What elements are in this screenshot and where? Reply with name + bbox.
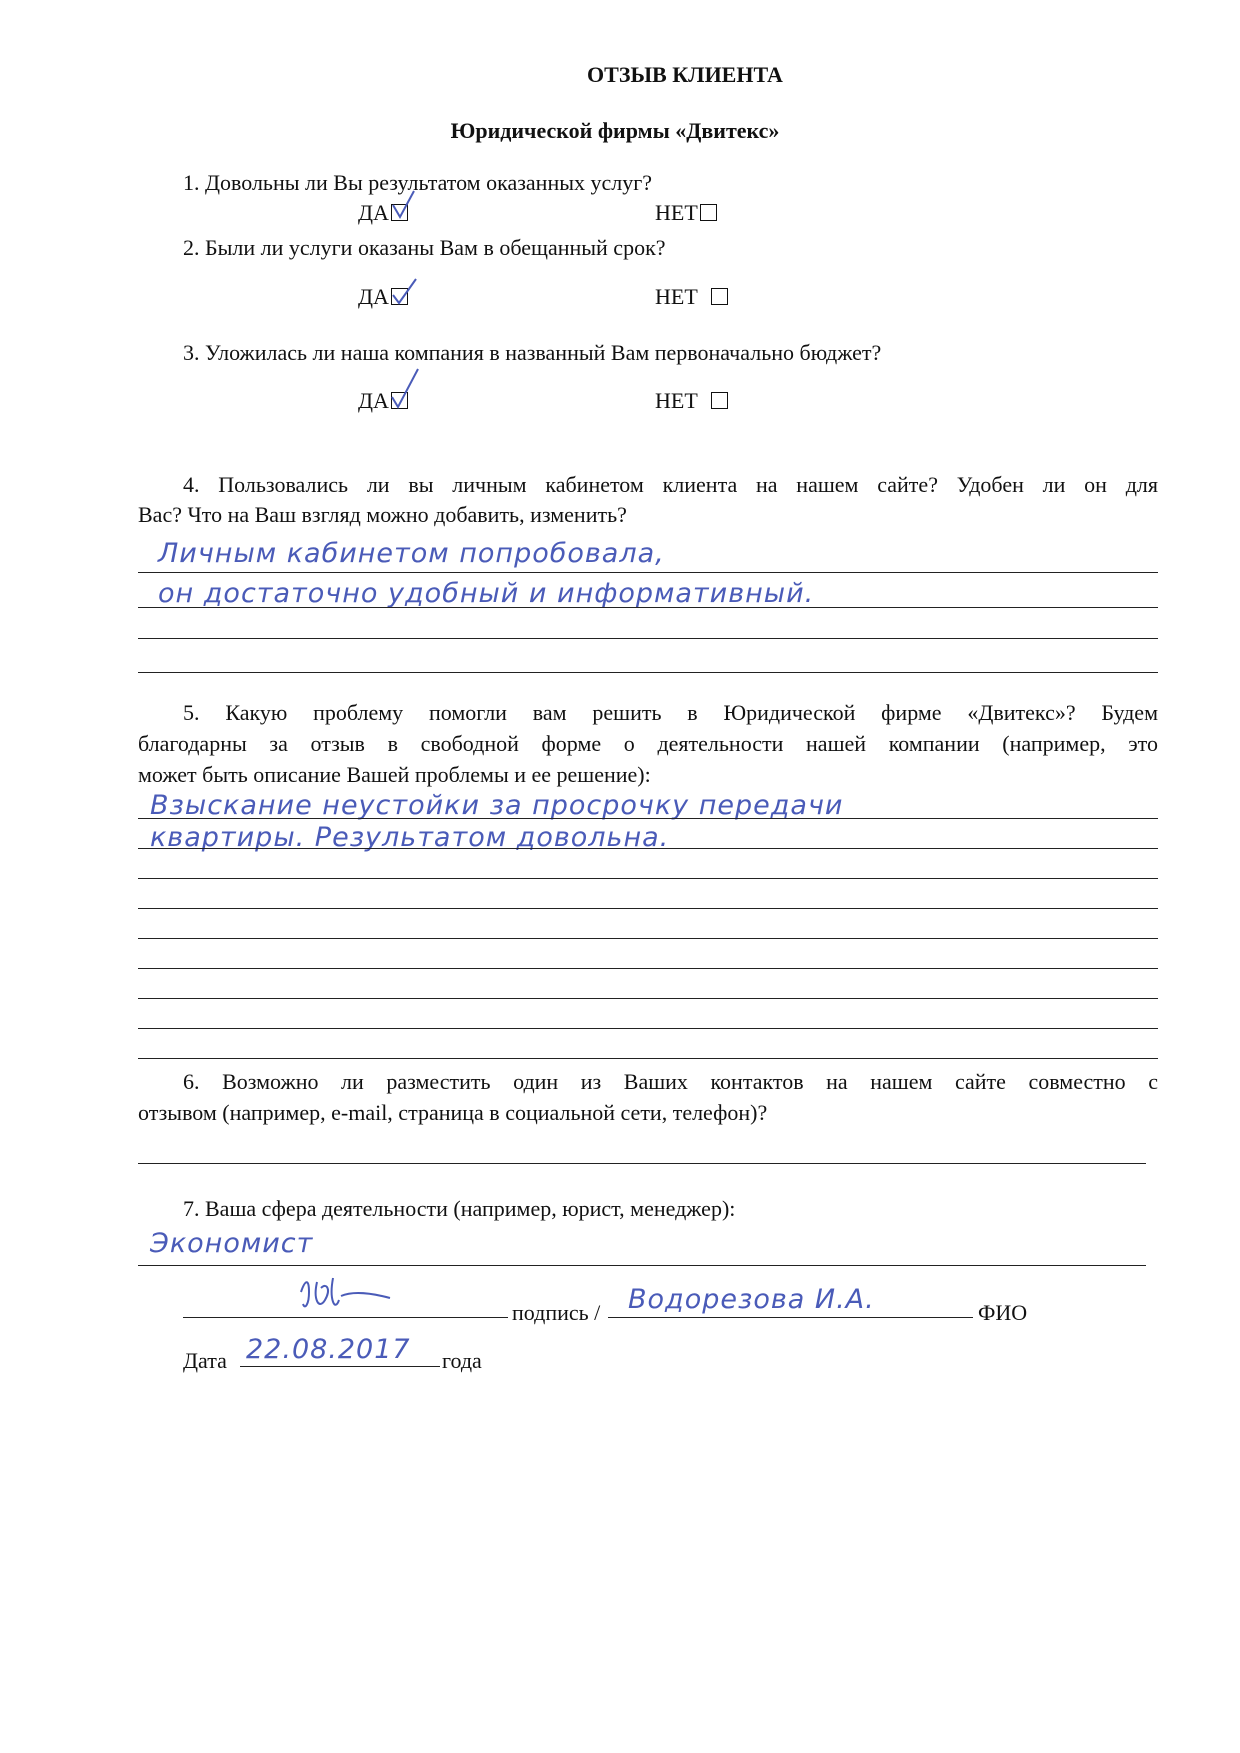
q2-yes-checkbox[interactable]: [391, 288, 408, 305]
q1-no-label: НЕТ: [655, 200, 698, 225]
q3-yes-checkbox[interactable]: [391, 392, 408, 409]
checkmark-icon: [390, 273, 420, 307]
question-4-line-1: 4. Пользовались ли вы личным кабинетом клиента на нашем сайте? Удобен ли он для: [183, 472, 1158, 497]
fio-rule: [608, 1317, 973, 1318]
q2-no-label: НЕТ: [655, 284, 698, 309]
q7-answer: Экономист: [150, 1228, 314, 1259]
question-5-line-1: 5. Какую проблему помогли вам решить в Юридической фирме «Двитекс»? Будем: [183, 700, 1158, 725]
q3-yes-label: ДА: [358, 388, 389, 413]
q5-answer-rule: [138, 968, 1158, 969]
q1-no-option[interactable]: [655, 200, 717, 226]
q4-answer-line-1: Личным кабинетом попробовала,: [158, 538, 665, 569]
q2-no-option[interactable]: [655, 284, 728, 310]
q7-answer-rule: [138, 1265, 1146, 1266]
question-1: 1. Довольны ли Вы результатом оказанных услуг?: [183, 170, 653, 195]
date-rule: [240, 1366, 440, 1367]
q5-answer-rule: [138, 908, 1158, 909]
date-label: Дата: [183, 1348, 227, 1373]
q1-no-checkbox[interactable]: [700, 204, 717, 221]
question-6-line-1: 6. Возможно ли разместить один из Ваших контактов на нашем сайте совместно с: [183, 1069, 1158, 1094]
q5-answer-rule: [138, 848, 1158, 849]
question-5-line-3: может быть описание Вашей проблемы и ее решение):: [138, 762, 651, 787]
q5-answer-rule: [138, 998, 1158, 999]
question-6-line-2: отзывом (например, e-mail, страница в социальной сети, телефон)?: [138, 1100, 768, 1125]
checkmark-icon: [390, 377, 420, 411]
question-4-line-2: Вас? Что на Ваш взгляд можно добавить, изменить?: [138, 502, 627, 527]
question-7: 7. Ваша сфера деятельности (например, юрист, менеджер):: [183, 1196, 736, 1221]
q3-no-option[interactable]: [655, 388, 728, 414]
signature-label: подпись /: [512, 1300, 601, 1325]
checkmark-icon: [390, 189, 420, 223]
q4-answer-rule: [138, 572, 1158, 573]
q2-yes-label: ДА: [358, 284, 389, 309]
q5-answer-line-1: Взыскание неустойки за просрочку передачи: [150, 790, 844, 821]
q6-answer-rule: [138, 1163, 1146, 1164]
q2-no-checkbox[interactable]: [711, 288, 728, 305]
q5-answer-rule: [138, 1028, 1158, 1029]
fio-handwritten-name: Водорезова И.А.: [628, 1284, 875, 1315]
q4-answer-rule: [138, 638, 1158, 639]
q4-answer-line-2: он достаточно удобный и информативный.: [158, 578, 815, 609]
q3-no-checkbox[interactable]: [711, 392, 728, 409]
question-3: 3. Уложилась ли наша компания в названный Вам первоначально бюджет?: [183, 340, 882, 365]
q5-answer-line-2: квартиры. Результатом довольна.: [150, 822, 670, 853]
date-suffix: года: [442, 1348, 482, 1373]
q1-yes-checkbox[interactable]: [391, 204, 408, 221]
q5-answer-rule: [138, 1058, 1158, 1059]
form-title: ОТЗЫВ КЛИЕНТА: [587, 62, 783, 87]
question-2: 2. Были ли услуги оказаны Вам в обещанный срок?: [183, 235, 666, 260]
q3-yes-option[interactable]: [358, 388, 408, 414]
handwritten-signature-icon: [295, 1270, 445, 1320]
fio-label: ФИО: [978, 1300, 1028, 1325]
q3-no-label: НЕТ: [655, 388, 698, 413]
form-subtitle: Юридической фирмы «Двитекс»: [450, 118, 780, 143]
date-value: 22.08.2017: [246, 1334, 411, 1365]
q5-answer-rule: [138, 818, 1158, 819]
q1-yes-option[interactable]: [358, 200, 408, 226]
q1-yes-label: ДА: [358, 200, 389, 225]
q4-answer-rule: [138, 607, 1158, 608]
q2-yes-option[interactable]: [358, 284, 408, 310]
q5-answer-rule: [138, 938, 1158, 939]
q5-answer-rule: [138, 878, 1158, 879]
question-5-line-2: благодарны за отзыв в свободной форме о деятельности нашей компании (например, это: [138, 731, 1158, 756]
q4-answer-rule: [138, 672, 1158, 673]
